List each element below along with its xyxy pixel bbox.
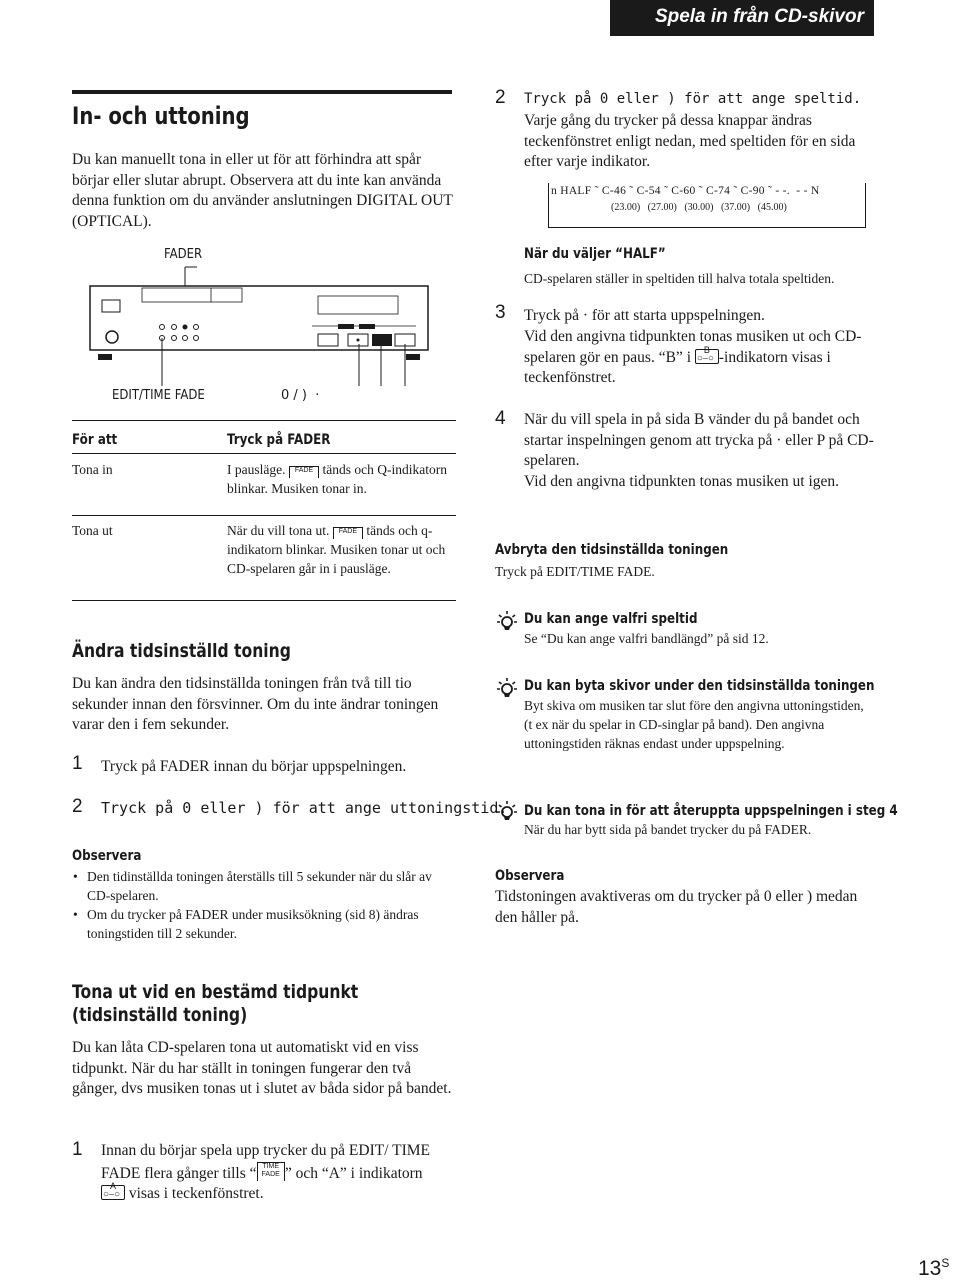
- step-lead: Tryck på · för att starta uppspelningen.: [524, 307, 765, 324]
- note-item: • Den tidinställda toningen återställs till 5 sekunder när du slår av CD-spelaren.: [87, 867, 447, 905]
- row-desc-post: tänds och q- indikatorn blinkar. Musiken tonar ut och CD-spelaren går in i pausläge.: [227, 523, 446, 576]
- table-top-rule: [72, 420, 456, 421]
- table-row-desc: [227, 460, 447, 498]
- row-desc-pre: När du vill tona ut.: [227, 523, 330, 538]
- step-lead: Tryck på 0 eller ) för att ange speltid.: [524, 91, 862, 107]
- page-header-title: Spela in från CD-skivor: [654, 6, 864, 27]
- display-sequence-box: [548, 183, 866, 228]
- half-text: CD-spelaren ställer in speltiden till halva totala speltiden.: [524, 271, 835, 286]
- display-sequence-times: (23.00) (27.00) (30.00) (37.00) (45.00): [611, 202, 787, 213]
- table-row-action: Tona in: [72, 462, 113, 477]
- table-row-rule: [72, 515, 456, 516]
- page-number-value: 13: [918, 1257, 942, 1280]
- step-number: 2: [495, 87, 506, 108]
- time-fade-indicator-icon: TIME FADE: [257, 1162, 285, 1181]
- section-rule: [72, 90, 452, 94]
- half-title: När du väljer “HALF”: [524, 246, 666, 262]
- tape-a-indicator-icon: A ○–○: [101, 1185, 125, 1200]
- step-text-post: visas i teckenfönstret.: [128, 1185, 264, 1202]
- page-number-suffix: S: [941, 1256, 950, 1270]
- step-text: Varje gång du trycker på dessa knappar ändras teckenfönstret enligt nedan, med speltiden för en sida efter varje indikator.: [524, 112, 856, 170]
- tip-text: När du har bytt sida på bandet trycker du på FADER.: [524, 822, 812, 837]
- step-text: Vid den angivna tidpunkten tonas musiken ut igen.: [524, 473, 840, 490]
- table-bottom-rule: [72, 600, 456, 601]
- tip-title: Du kan ange valfri speltid: [524, 611, 698, 627]
- step-number: 1: [72, 1139, 83, 1160]
- step-text-post: -indikatorn visas i teckenfönstret.: [524, 348, 831, 386]
- cancel-title: Avbryta den tidsinställda toningen: [495, 542, 729, 558]
- row-desc-post: tänds och Q-indikatorn blinkar. Musiken tonar in.: [227, 462, 448, 496]
- fade-indicator-icon: FADE: [289, 466, 319, 478]
- lightbulb-tip-icon: [497, 610, 517, 632]
- fade-indicator-icon: FADE: [333, 527, 363, 539]
- note-title: Observera: [72, 848, 142, 864]
- table-row-desc: [227, 521, 451, 578]
- tip-title: Du kan tona in för att återuppta uppspelningen i steg 4: [524, 803, 898, 819]
- tip-text: Se “Du kan ange valfri bandlängd” på sid 12.: [524, 631, 769, 646]
- header-bar: [610, 0, 874, 36]
- step-text: [524, 327, 874, 389]
- step-text: När du vill spela in på sida B vänder du på bandet och startar inspelningen genom att trycka på · eller P på CD-spelaren.: [524, 411, 874, 469]
- table-header-press: Tryck på FADER: [227, 432, 331, 448]
- step-text: [101, 1141, 441, 1205]
- tape-b-indicator-icon: B ○–○: [695, 349, 719, 364]
- section-intro-timed: Du kan låta CD-spelaren tona ut automatiskt vid en viss tidpunkt. När du har ställt in toningen fungerar den två gånger, dvs musiken tonas ut i slutet av båda sidor på bandet.: [72, 1039, 452, 1097]
- buttons-label: 0 / ) ·: [281, 388, 320, 403]
- step-text: Tryck på FADER innan du börjar uppspelningen.: [101, 758, 407, 775]
- lightbulb-tip-icon: [497, 677, 517, 699]
- section-title-change: Ändra tidsinställd toning: [72, 640, 291, 662]
- step-number: 3: [495, 302, 506, 323]
- page-number: [918, 1256, 949, 1281]
- fader-label: FADER: [164, 247, 203, 262]
- display-sequence: n HALF ˜ C-46 ˜ C-54 ˜ C-60 ˜ C-74 ˜ C-90 ˜ - -. - - N: [551, 185, 820, 197]
- section-intro-fade: Du kan manuellt tona in eller ut för att förhindra att spår börjar eller slutar abrupt. Observera att du inte kan använda denna funktion om du använder anslutningen DIGITAL OUT (OPTICAL).: [72, 151, 453, 230]
- table-header-action: För att: [72, 432, 118, 448]
- section-intro-change: Du kan ändra den tidsinställda toningen från två till tio sekunder innan den försvinner. Om du inte ändrar toningen varar den i fem sekunder.: [72, 675, 439, 733]
- step-text-mid: ” och “A” i indikatorn: [284, 1164, 423, 1182]
- tip-text: Byt skiva om musiken tar slut före den angivna uttoningstiden, (t ex när du spelar in CD-singlar på band). Den angivna uttoningstiden räknas endast under uppspelning.: [524, 698, 864, 751]
- step-text: Tryck på 0 eller ) för att ange uttoningstid.: [101, 799, 508, 817]
- step-text-pre: Vid den angivna tidpunkten tonas musiken ut och CD-spelaren gör en paus. “B” i: [524, 328, 862, 366]
- note-title: Observera: [495, 868, 565, 884]
- step-number: 4: [495, 408, 506, 429]
- table-header-rule: [72, 453, 456, 454]
- cd-player-illustration: [86, 262, 446, 390]
- row-desc-pre: I pausläge.: [227, 462, 286, 477]
- edit-time-fade-label: EDIT/TIME FADE: [112, 388, 205, 403]
- table-row-action: Tona ut: [72, 523, 113, 538]
- lightbulb-tip-icon: [497, 800, 517, 822]
- note-text: Tidstoningen avaktiveras om du trycker på 0 eller ) medan den håller på.: [495, 888, 858, 926]
- tip-title: Du kan byta skivor under den tidsinställda toningen: [524, 678, 875, 694]
- step-number: 2: [72, 796, 83, 817]
- step-number: 1: [72, 753, 83, 774]
- note-item: • Om du trycker på FADER under musiksökning (sid 8) ändras toningstiden till 2 sekunder.: [87, 905, 437, 943]
- step-text-pre: Innan du börjar spela upp trycker du på EDIT/ TIME FADE flera gånger tills “: [101, 1142, 430, 1182]
- section-title-fade: In- och uttoning: [72, 102, 250, 130]
- section-title-timed: Tona ut vid en bestämd tidpunkt (tidsinställd toning): [72, 981, 359, 1026]
- cancel-text: Tryck på EDIT/TIME FADE.: [495, 564, 655, 579]
